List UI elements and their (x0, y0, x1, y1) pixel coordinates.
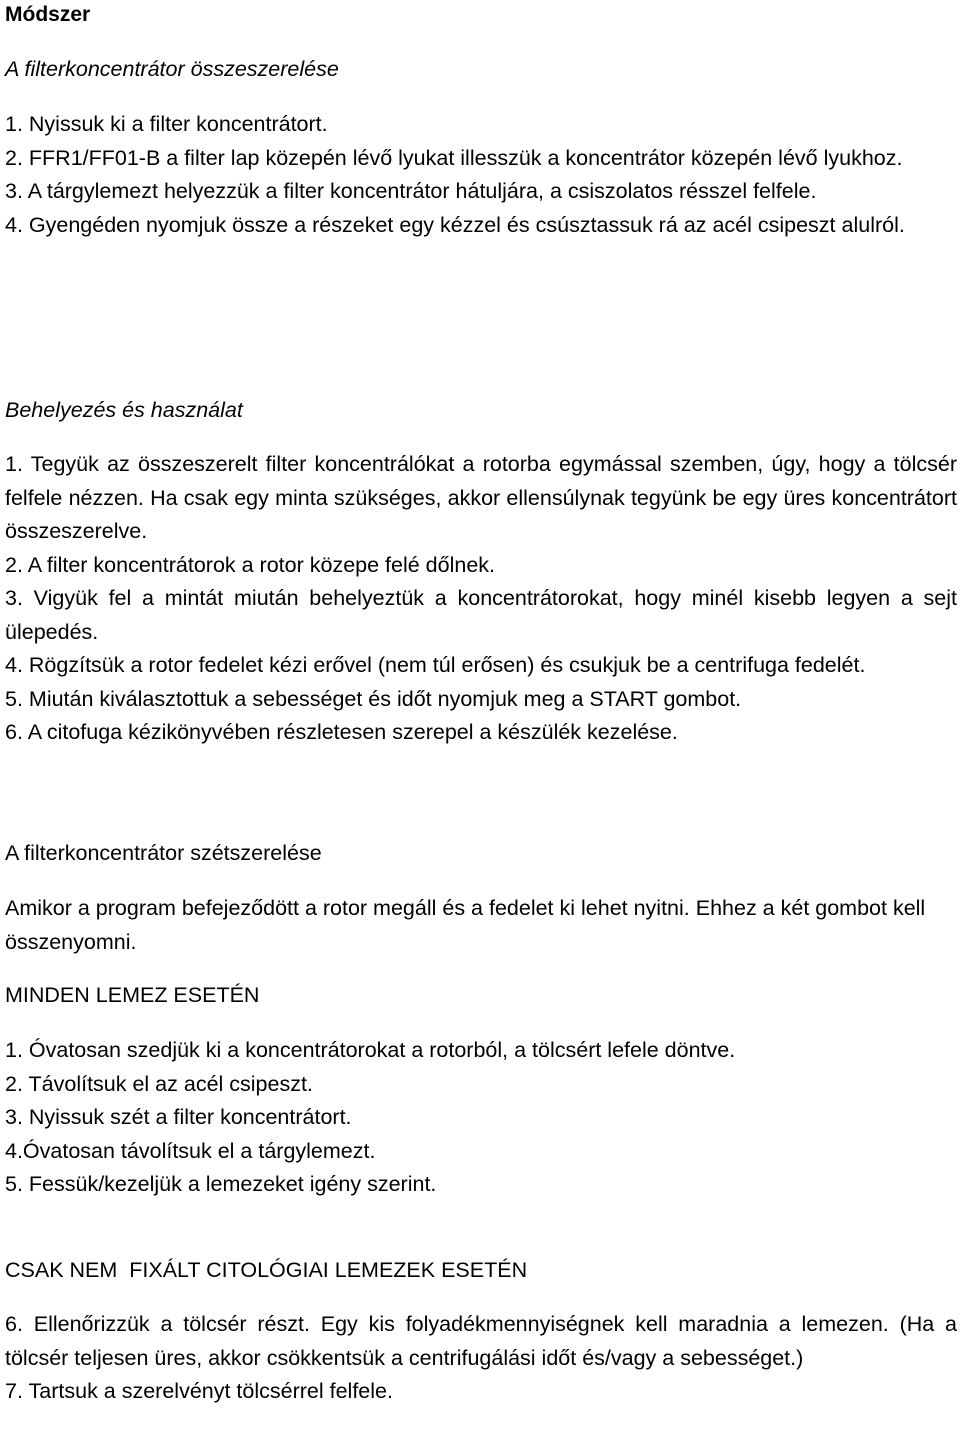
assembly-step-1: 1. Nyissuk ki a filter koncentrátort. (5, 112, 328, 136)
all-slides-heading: MINDEN LEMEZ ESETÉN (5, 983, 260, 1007)
unfixed-slides-heading: CSAK NEM FIXÁLT CITOLÓGIAI LEMEZEK ESETÉN (5, 1258, 528, 1282)
loading-heading: Behelyezés és használat (5, 398, 243, 422)
loading-step-2: 2. A filter koncentrátorok a rotor közepe felé dőlnek. (5, 552, 496, 577)
loading-step-5: 5. Miután kiválasztottuk a sebességet és időt nyomjuk meg a START gombot. (5, 686, 742, 711)
loading-step-6: 6. A citofuga kézikönyvében részletesen szerepel a készülék kezelése. (5, 720, 678, 744)
assembly-step-3: 3. A tárgylemezt helyezzük a filter koncentrátor hátuljára, a csiszolatos résszel felfele. (5, 179, 817, 203)
assembly-step-2: 2. FFR1/FF01-B a filter lap közepén lévő lyukat illesszük a koncentrátor közepén lévő lyukhoz. (5, 145, 903, 170)
loading-step-1: 1. Tegyük az összeszerelt filter koncentrálókat a rotorba egymással szemben, úgy, hogy a tölcsér felfele nézzen. Ha csak egy minta szükséges, akkor ellensúlynak tegyünk be egy üres koncentrátort összeszerelve. (5, 452, 957, 543)
unfixed-slides-step-7: 7. Tartsuk a szerelvényt tölcsérrel felfele. (5, 1379, 393, 1403)
loading-step-4: 4. Rögzítsük a rotor fedelet kézi erővel (nem túl erősen) és csukjuk be a centrifuga fedelét. (5, 653, 866, 677)
all-slides-steps (5, 1034, 957, 1202)
all-slides-step-2: 2. Távolítsuk el az acél csipeszt. (5, 1071, 313, 1096)
assembly-steps (5, 108, 957, 242)
loading-step-3: 3. Vigyük fel a mintát miután behelyeztük a koncentrátorokat, hogy minél kisebb legyen a sejt ülepedés. (5, 586, 957, 644)
assembly-heading: A filterkoncentrátor összeszerelése (5, 57, 339, 81)
disassembly-intro: Amikor a program befejeződött a rotor megáll és a fedelet ki lehet nyitni. Ehhez a két gombot kell összenyomni. (5, 896, 926, 954)
all-slides-step-1: 1. Óvatosan szedjük ki a koncentrátorokat a rotorból, a tölcsért lefele döntve. (5, 1038, 736, 1062)
all-slides-step-5: 5. Fessük/kezeljük a lemezeket igény szerint. (5, 1172, 437, 1196)
document-title: Módszer (5, 3, 91, 26)
assembly-step-4: 4. Gyengéden nyomjuk össze a részeket egy kézzel és csúsztassuk rá az acél csipeszt alulról. (5, 212, 905, 237)
all-slides-step-4: 4.Óvatosan távolítsuk el a tárgylemezt. (5, 1138, 376, 1163)
loading-steps (5, 448, 957, 750)
unfixed-slides-step-6: 6. Ellenőrizzük a tölcsér részt. Egy kis folyadékmennyiségnek kell maradnia a lemezen. (Ha a tölcsér teljesen üres, akkor csökkentsük a centrifugálási időt és/vagy a sebességet.) (5, 1312, 957, 1370)
all-slides-step-3: 3. Nyissuk szét a filter koncentrátort. (5, 1105, 352, 1129)
unfixed-slides-steps (5, 1308, 957, 1409)
disassembly-heading: A filterkoncentrátor szétszerelése (5, 841, 322, 865)
